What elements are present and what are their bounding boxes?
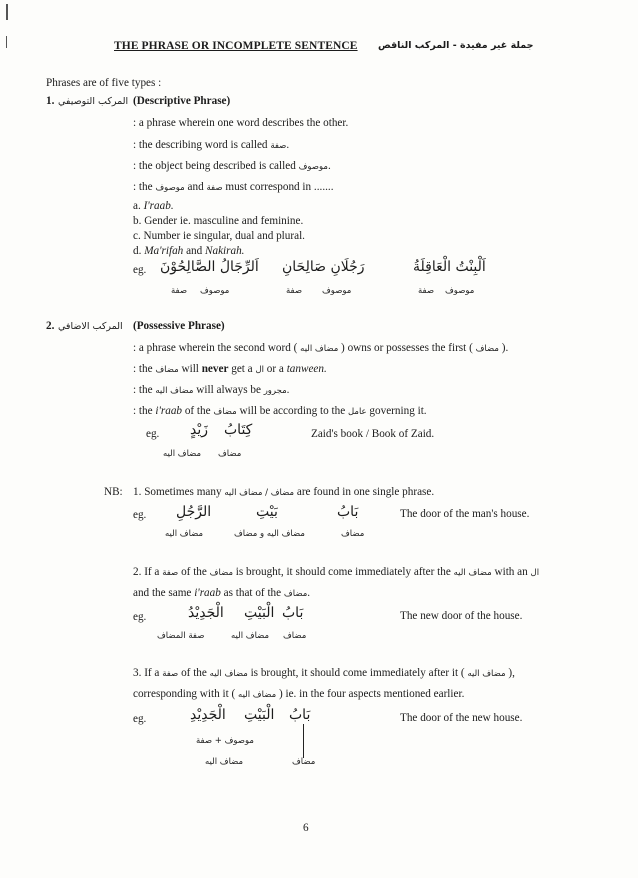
s1-item-d: d. Ma'rifah and Nakirah. (133, 245, 245, 257)
s1-item-b: b. Gender ie. masculine and feminine. (133, 215, 304, 227)
page-title-arabic: جملة غير مفيدة - المركب الناقص (378, 40, 534, 51)
nb2-label-1: مضاف (283, 631, 307, 641)
intro-text: Phrases are of five types : (46, 77, 162, 89)
nb1-word-3: الرَّجُلِ (176, 504, 212, 520)
s2-eg-label: eg. (146, 428, 160, 440)
nb3-word-3: الْجَدِيْدِ (190, 707, 226, 723)
nb2-word-2: الْبَيْتِ (244, 605, 275, 621)
s1-line-1: : a phrase wherein one word describes the other. (133, 117, 349, 129)
nb3-translation: The door of the new house. (400, 712, 523, 724)
s1-label-mawsuf: موصوف (200, 286, 230, 296)
s1-label-sifah: صفة (171, 286, 188, 296)
nb1-eg-label: eg. (133, 509, 147, 521)
s2-line-3: : the مضاف اليه will always be مجرور. (133, 384, 290, 396)
nb-point-3-line-2: corresponding with it ( مضاف اليه ) ie. in the four aspects mentioned earlier. (133, 688, 465, 700)
section-1-arabic-heading: المركب التوصيفي (58, 96, 129, 107)
s1-item-c: c. Number ie singular, dual and plural. (133, 230, 305, 242)
s1-example-3: اَلرِّجَالُ الصَّالِحُوْنَ (160, 259, 259, 275)
page-number: 6 (303, 822, 309, 834)
nb1-word-2: بَيْتِ (256, 504, 278, 520)
nb-point-2-line-1: 2. If a صفة of the مضاف is brought, it should come immediately after the مضاف اليه with an ال (133, 566, 540, 578)
nb3-label-mudaf-ilayh: مضاف اليه (205, 757, 244, 767)
s2-label-mudaf-ilayh: مضاف اليه (163, 449, 202, 459)
nb3-connector-line (303, 724, 304, 758)
s1-label-mawsuf: موصوف (445, 286, 475, 296)
nb-label: NB: (104, 486, 123, 498)
nb3-label-mawsuf-sifah: موصوف + صفة (196, 736, 254, 746)
nb1-word-1: بَابُ (337, 504, 359, 520)
nb1-label-2: مضاف اليه و مضاف (234, 529, 305, 539)
scan-edge-mark (6, 4, 8, 20)
nb1-label-1: مضاف (341, 529, 365, 539)
s1-label-mawsuf: موصوف (322, 286, 352, 296)
s2-line-2: : the مضاف will never get a ال or a tanween. (133, 363, 327, 375)
nb3-word-1: بَابُ (289, 707, 311, 723)
s1-line-4: : the موصوف and صفة must correspond in ....... (133, 181, 334, 193)
nb2-eg-label: eg. (133, 611, 147, 623)
s2-label-mudaf: مضاف (218, 449, 242, 459)
s1-label-sifah: صفة (418, 286, 435, 296)
nb3-word-2: الْبَيْتِ (244, 707, 275, 723)
s2-example-word-2: زَيْدٍ (190, 422, 209, 438)
section-2-arabic-heading: المركب الاضافي (58, 321, 123, 332)
nb1-translation: The door of the man's house. (400, 508, 530, 520)
s2-line-1: : a phrase wherein the second word ( مضاف اليه ) owns or possesses the first ( مضاف ). (133, 342, 509, 354)
section-1-heading: (Descriptive Phrase) (133, 95, 231, 107)
nb3-eg-label: eg. (133, 713, 147, 725)
nb2-label-3: صفة المضاف (157, 631, 205, 641)
section-2-heading: (Possessive Phrase) (133, 320, 225, 332)
s2-example-word-1: كِتَابُ (224, 422, 253, 438)
s2-example-translation: Zaid's book / Book of Zaid. (311, 428, 435, 440)
nb2-word-1: بَابُ (282, 605, 304, 621)
s1-example-2: رَجُلَانِ صَالِحَانِ (282, 259, 365, 275)
page-title: THE PHRASE OR INCOMPLETE SENTENCE (114, 40, 358, 52)
section-2-number: 2. (46, 320, 55, 332)
nb-point-2-line-2: and the same i'raab as that of the مضاف. (133, 587, 311, 599)
nb-point-1: 1. Sometimes many مضاف / مضاف اليه are found in one single phrase. (133, 486, 435, 498)
s1-item-a: a. I'raab. (133, 200, 174, 212)
nb2-word-3: الْجَدِيْدُ (188, 605, 224, 621)
section-1-number: 1. (46, 95, 55, 107)
nb2-translation: The new door of the house. (400, 610, 523, 622)
nb2-label-2: مضاف اليه (231, 631, 270, 641)
nb3-label-mudaf: مضاف (292, 757, 316, 767)
scan-edge-mark (6, 36, 7, 48)
s1-line-2: : the describing word is called صفة. (133, 139, 290, 151)
s2-line-4: : the i'raab of the مضاف will be according to the عامل governing it. (133, 405, 427, 417)
s1-eg-label: eg. (133, 264, 147, 276)
s1-example-1: اَلْبِنْتُ الْعَاقِلَةُ (413, 259, 486, 275)
s1-line-3: : the object being described is called موصوف. (133, 160, 331, 172)
nb-point-3-line-1: 3. If a صفة of the مضاف اليه is brought, it should come immediately after it ( مضاف اليه ), (133, 667, 515, 679)
s1-label-sifah: صفة (286, 286, 303, 296)
nb1-label-3: مضاف اليه (165, 529, 204, 539)
